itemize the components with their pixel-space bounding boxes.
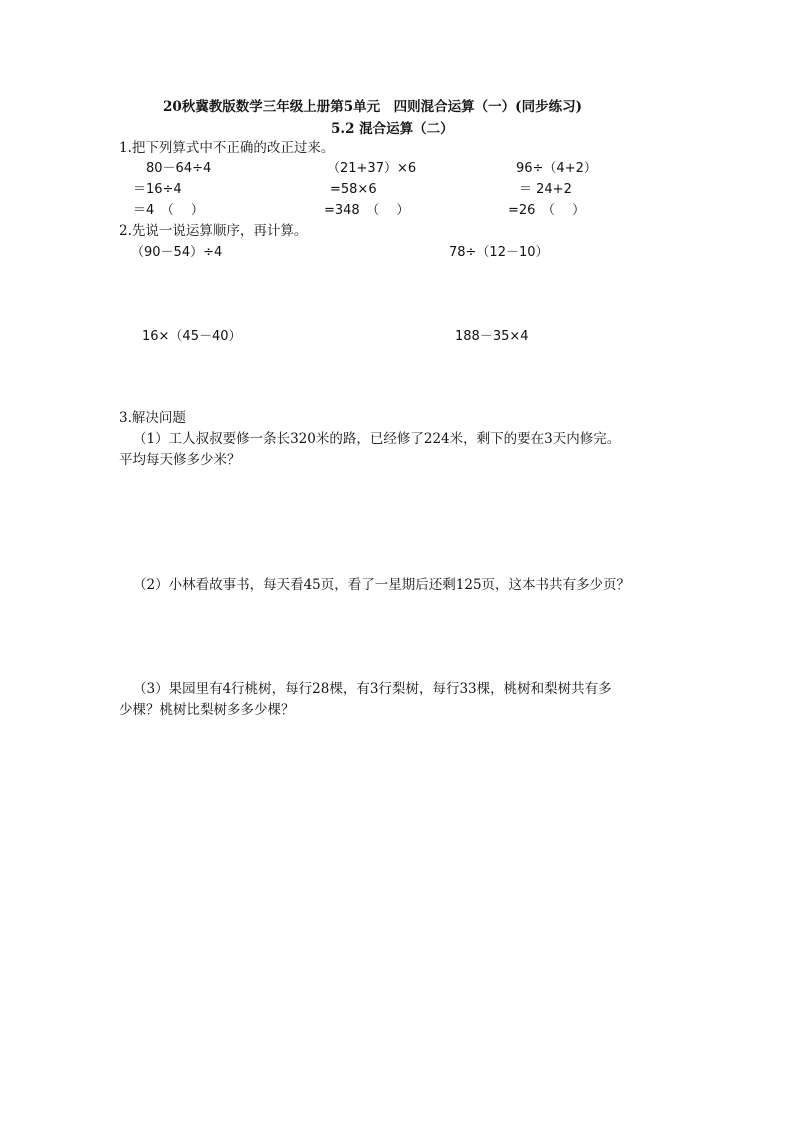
calc-col2-line1: （21+37）×6: [327, 161, 417, 176]
calc-col3-line2: ＝ 24+2: [519, 182, 572, 197]
section2-heading: 2.先说一说运算顺序，再计算。: [119, 223, 308, 239]
calc-col3-line3: =26 （ ）: [508, 203, 586, 218]
section3-heading: 3.解决问题: [119, 410, 186, 426]
page-title: 20秋冀教版数学三年级上册第5单元 四则混合运算（一）(同步练习): [163, 99, 582, 115]
calc-col2-line2: =58×6: [330, 182, 377, 197]
q2-line1: （2）小林看故事书，每天看45页，看了一星期后还剩125页，这本书共有多少页？: [133, 577, 631, 593]
expr-2: 78÷（12－10）: [449, 245, 549, 260]
calc-col1-line3: ＝4 （ ）: [133, 203, 204, 218]
calc-col2-line3: =348 （ ）: [324, 203, 410, 218]
q1-line1: （1）工人叔叔要修一条长320米的路，已经修了224米，剩下的要在3天内修完。: [133, 431, 621, 447]
calc-col1-line2: ＝16÷4: [133, 182, 182, 197]
expr-1: （90－54）÷4: [131, 245, 223, 260]
page-subtitle: 5.2 混合运算（二）: [331, 121, 454, 137]
section1-heading: 1.把下列算式中不正确的改正过来。: [119, 140, 335, 156]
q3-line1: （3）果园里有4行桃树，每行28棵，有3行梨树，每行33棵，桃树和梨树共有多: [133, 681, 612, 697]
calc-col3-line1: 96÷（4+2）: [516, 161, 597, 176]
calc-col1-line1: 80－64÷4: [146, 161, 212, 176]
q3-line2: 少棵？桃树比梨树多多少棵？: [119, 702, 295, 718]
expr-4: 188－35×4: [455, 329, 529, 344]
expr-3: 16×（45－40）: [142, 329, 242, 344]
q1-line2: 平均每天修多少米？: [119, 452, 241, 468]
